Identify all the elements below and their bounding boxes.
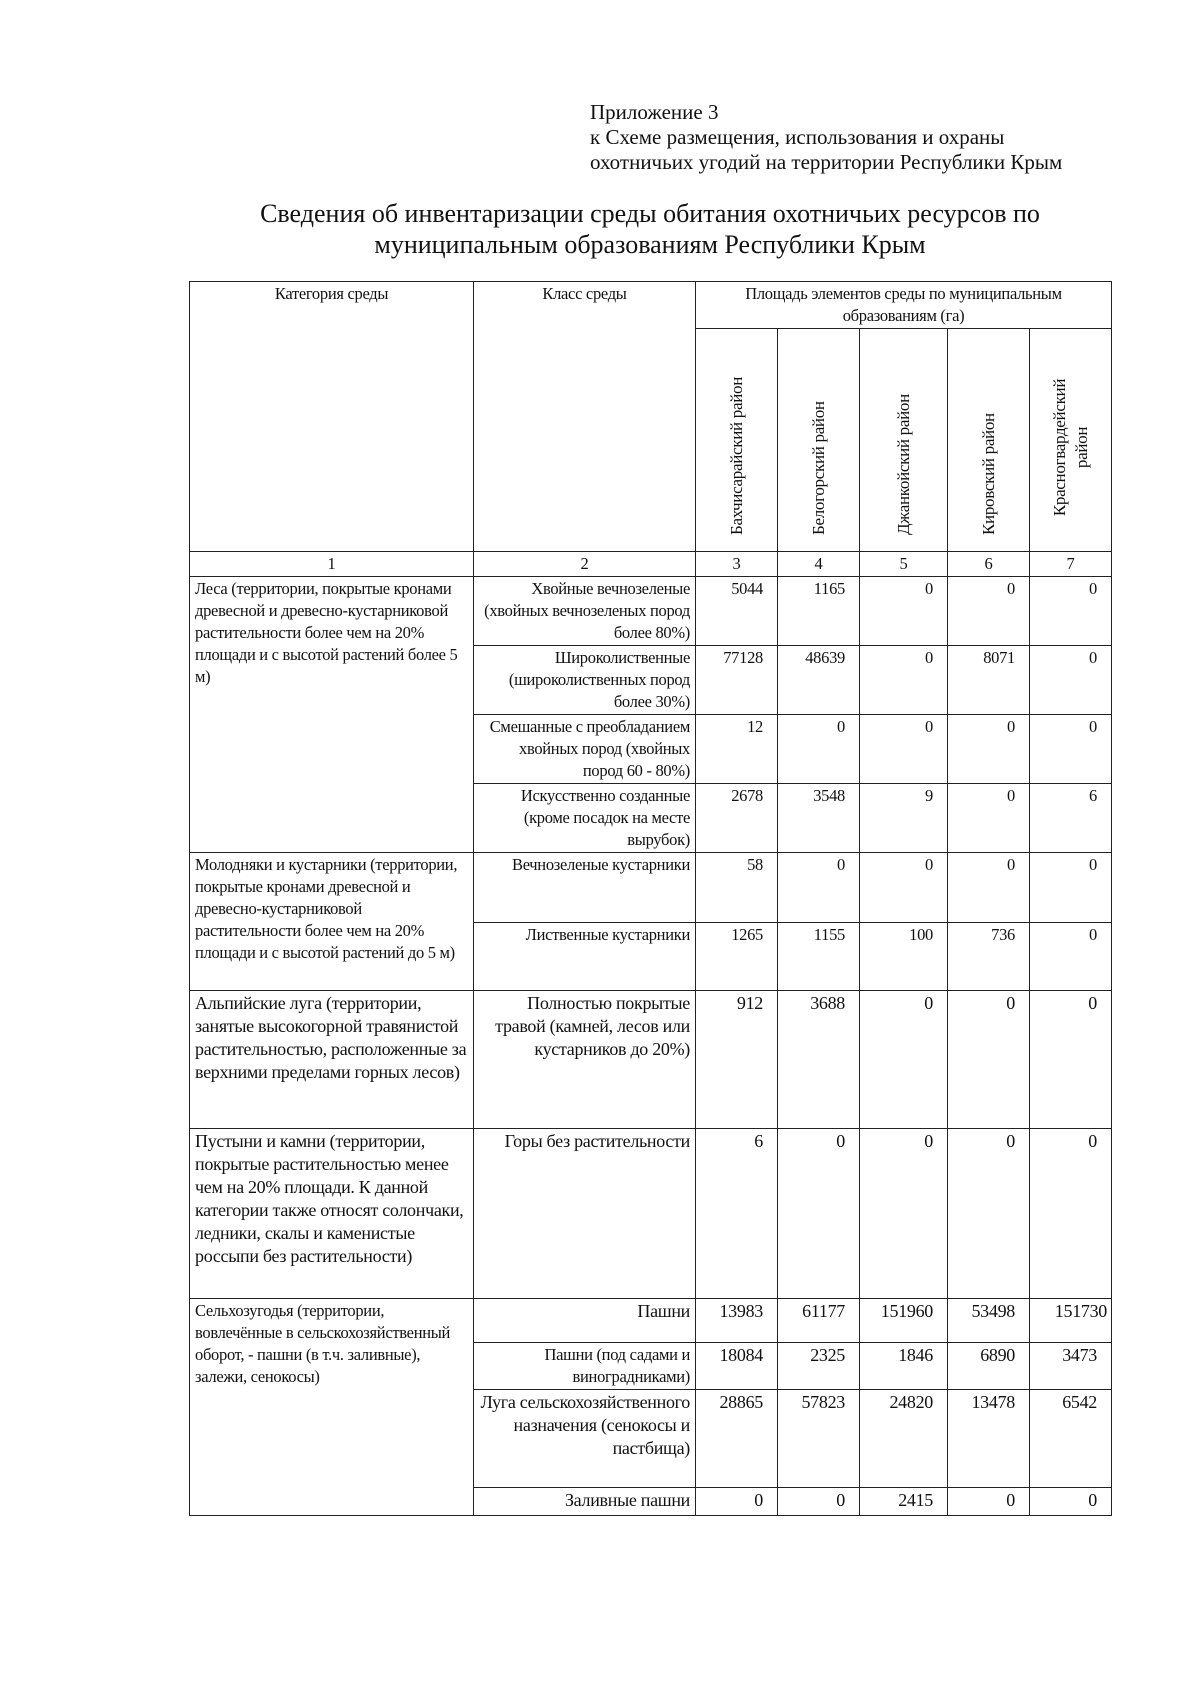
value-cell: 28865 <box>696 1390 778 1488</box>
column-number: 7 <box>1030 552 1112 577</box>
class-cell: Хвойные вечнозеленые (хвойных вечнозеленых пород более 80%) <box>474 577 696 646</box>
column-number: 5 <box>860 552 948 577</box>
category-cell: Альпийские луга (территории, занятые высокогорной травянистой растительностью, расположенные за верхними пределами горных лесов) <box>190 991 474 1129</box>
class-cell: Искусственно созданные (кроме посадок на месте вырубок) <box>474 784 696 853</box>
value-cell: 6890 <box>948 1343 1030 1390</box>
value-cell: 0 <box>1030 715 1112 784</box>
value-cell: 0 <box>1030 577 1112 646</box>
value-cell: 1265 <box>696 923 778 991</box>
value-cell: 2325 <box>778 1343 860 1390</box>
header-district <box>860 329 948 552</box>
column-number: 6 <box>948 552 1030 577</box>
value-cell: 6 <box>1030 784 1112 853</box>
header-district <box>778 329 860 552</box>
value-cell: 100 <box>860 923 948 991</box>
value-cell: 0 <box>948 853 1030 923</box>
header-category: Категория среды <box>190 282 474 552</box>
header-district <box>1030 329 1112 552</box>
value-cell: 0 <box>696 1488 778 1516</box>
value-cell: 0 <box>948 715 1030 784</box>
class-cell: Широколиственные (широколиственных пород более 30%) <box>474 646 696 715</box>
column-number: 3 <box>696 552 778 577</box>
value-cell: 12 <box>696 715 778 784</box>
appendix-line-1: Приложение 3 <box>590 100 719 124</box>
header-class: Класс среды <box>474 282 696 552</box>
category-cell: Леса (территории, покрытые кронами древесной и древесно-кустарниковой растительности более чем на 20% площади и с высотой растений более 5 м) <box>190 577 474 853</box>
class-cell: Вечнозеленые кустарники <box>474 853 696 923</box>
value-cell: 18084 <box>696 1343 778 1390</box>
table-row <box>190 1299 1112 1343</box>
value-cell: 0 <box>1030 1129 1112 1299</box>
value-cell: 0 <box>1030 646 1112 715</box>
value-cell: 53498 <box>948 1299 1030 1343</box>
value-cell: 0 <box>1030 1488 1112 1516</box>
category-cell: Пустыни и камни (территории, покрытые растительностью менее чем на 20% площади. К данной категории также относят солончаки, ледники, скалы и каменистые россыпи без растительности) <box>190 1129 474 1299</box>
value-cell: 0 <box>948 784 1030 853</box>
value-cell: 0 <box>778 1129 860 1299</box>
value-cell: 0 <box>1030 923 1112 991</box>
value-cell: 1165 <box>778 577 860 646</box>
appendix-header <box>590 100 1062 175</box>
district-label: Красногвардейский район <box>1049 378 1091 517</box>
document-title <box>190 198 1110 260</box>
value-cell: 151730 <box>1030 1299 1112 1343</box>
value-cell: 736 <box>948 923 1030 991</box>
value-cell: 1155 <box>778 923 860 991</box>
title-line-1: Сведения об инвентаризации среды обитания охотничьих ресурсов по <box>260 199 1040 228</box>
category-cell: Сельхозугодья (территории, вовлечённые в сельскохозяйственный оборот, - пашни (в т.ч. заливные), залежи, сенокосы) <box>190 1299 474 1516</box>
value-cell: 0 <box>1030 853 1112 923</box>
value-cell: 2678 <box>696 784 778 853</box>
value-cell: 0 <box>778 1488 860 1516</box>
table-row <box>190 853 1112 923</box>
appendix-line-2: к Схеме размещения, использования и охраны <box>590 125 1005 149</box>
class-cell: Луга сельскохозяйственного назначения (сенокосы и пастбища) <box>474 1390 696 1488</box>
value-cell: 3688 <box>778 991 860 1129</box>
class-cell: Заливные пашни <box>474 1488 696 1516</box>
district-label: Кировский район <box>978 413 998 535</box>
district-label: Джанкойский район <box>893 394 913 535</box>
value-cell: 0 <box>778 853 860 923</box>
header-area: Площадь элементов среды по муниципальным образованиям (га) <box>696 282 1112 329</box>
value-cell: 0 <box>860 991 948 1129</box>
column-number: 1 <box>190 552 474 577</box>
title-line-2: муниципальным образованиям Республики Крым <box>374 230 926 259</box>
value-cell: 6 <box>696 1129 778 1299</box>
class-cell: Пашни (под садами и виноградниками) <box>474 1343 696 1390</box>
value-cell: 58 <box>696 853 778 923</box>
value-cell: 9 <box>860 784 948 853</box>
value-cell: 0 <box>860 646 948 715</box>
value-cell: 77128 <box>696 646 778 715</box>
table-row <box>190 1129 1112 1299</box>
value-cell: 0 <box>860 715 948 784</box>
value-cell: 3548 <box>778 784 860 853</box>
value-cell: 61177 <box>778 1299 860 1343</box>
class-cell: Полностью покрытые травой (камней, лесов или кустарников до 20%) <box>474 991 696 1129</box>
value-cell: 151960 <box>860 1299 948 1343</box>
value-cell: 0 <box>860 1129 948 1299</box>
value-cell: 5044 <box>696 577 778 646</box>
column-number: 4 <box>778 552 860 577</box>
value-cell: 0 <box>860 853 948 923</box>
value-cell: 57823 <box>778 1390 860 1488</box>
value-cell: 0 <box>948 991 1030 1129</box>
value-cell: 0 <box>860 577 948 646</box>
table-row <box>190 577 1112 646</box>
value-cell: 24820 <box>860 1390 948 1488</box>
class-cell: Горы без растительности <box>474 1129 696 1299</box>
value-cell: 13478 <box>948 1390 1030 1488</box>
value-cell: 0 <box>948 1488 1030 1516</box>
class-cell: Лиственные кустарники <box>474 923 696 991</box>
value-cell: 0 <box>948 1129 1030 1299</box>
value-cell: 0 <box>778 715 860 784</box>
column-number: 2 <box>474 552 696 577</box>
value-cell: 48639 <box>778 646 860 715</box>
inventory-table <box>189 281 1112 1516</box>
value-cell: 13983 <box>696 1299 778 1343</box>
district-label: Бахчисарайский район <box>726 376 746 535</box>
value-cell: 8071 <box>948 646 1030 715</box>
header-district <box>948 329 1030 552</box>
value-cell: 0 <box>948 577 1030 646</box>
value-cell: 1846 <box>860 1343 948 1390</box>
value-cell: 2415 <box>860 1488 948 1516</box>
value-cell: 912 <box>696 991 778 1129</box>
value-cell: 0 <box>1030 991 1112 1129</box>
category-cell: Молодняки и кустарники (территории, покрытые кронами древесной и древесно-кустарниковой растительности более чем на 20% площади и с высотой растений до 5 м) <box>190 853 474 991</box>
header-district <box>696 329 778 552</box>
class-cell: Пашни <box>474 1299 696 1343</box>
table-row <box>190 991 1112 1129</box>
district-label: Белогорский район <box>808 401 828 535</box>
value-cell: 6542 <box>1030 1390 1112 1488</box>
value-cell: 3473 <box>1030 1343 1112 1390</box>
column-numbers-row <box>190 552 1112 577</box>
class-cell: Смешанные с преобладанием хвойных пород (хвойных пород 60 - 80%) <box>474 715 696 784</box>
appendix-line-3: охотничьих угодий на территории Республики Крым <box>590 150 1063 174</box>
